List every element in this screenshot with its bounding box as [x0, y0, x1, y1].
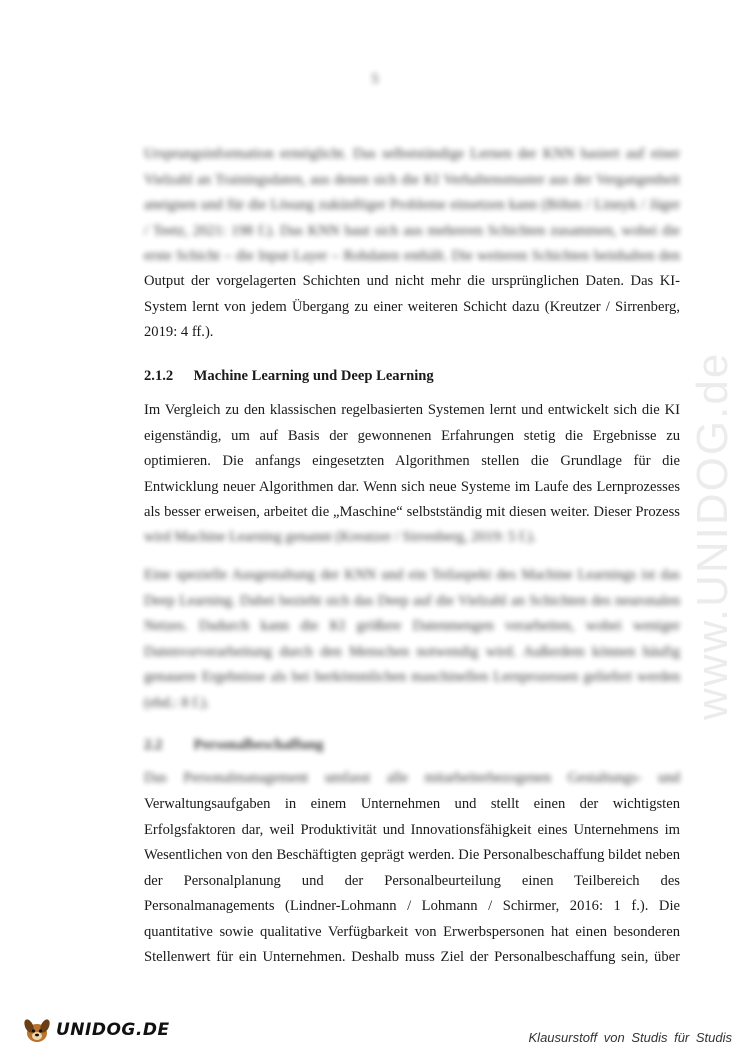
text-line: Entwicklung neuer Algorithmen dar. Wenn sich neue Systeme im Laufe des Lernprozesses	[144, 478, 680, 495]
text-line: eigenständig, um auf Basis der gewonnenen Erfahrungen stetig die Ergebnisse zu	[144, 427, 680, 444]
dog-icon	[22, 1016, 52, 1044]
text-line: Wesentlichen von den Beschäftigten geprägt werden. Die Personalbeschaffung bildet neben	[144, 847, 680, 863]
text-line: Output der vorgelagerten Schichten und nicht mehr die ursprünglichen Daten. Das KI-	[144, 273, 680, 289]
page-number: 5	[371, 72, 379, 87]
blurred-paragraph-1	[144, 142, 680, 270]
text-line: Stellenwert für ein Unternehmen. Deshalb muss Ziel der Personalbeschaffung sein, über	[144, 949, 680, 965]
text-line: (ebd.: 8 f.).	[144, 694, 210, 711]
text-line: aneignen und für die Lösung zukünftiger Probleme einsetzen kann (Böhm / Linnyk / Jäger	[144, 197, 680, 213]
visible-paragraph-4	[144, 792, 680, 971]
text-line: Netzes. Dadurch kann die KI größere Datenmengen verarbeiten, wobei weniger	[144, 618, 680, 634]
visible-paragraph-1	[144, 269, 680, 346]
blurred-paragraph-2-tail	[144, 525, 680, 551]
heading-number: 2.1.2	[144, 368, 174, 384]
text-line: Datenvorverarbeitung durch den Menschen notwendig wird. Außerdem können häufig	[144, 643, 680, 660]
text-line: erste Schicht – die Input Layer – Rohdaten enthält. Die weiteren Schichten beinhalten den	[144, 248, 680, 264]
watermark: www.UNIDOG.de	[688, 351, 737, 720]
section-heading-2-1-2	[144, 368, 434, 385]
blurred-paragraph-4-head	[144, 766, 680, 792]
text-line: quantitative sowie qualitative Verfügbarkeit von Erwerbspersonen hat einen besonderen	[144, 923, 680, 940]
text-line: Im Vergleich zu den klassischen regelbasierten Systemen lernt und entwickelt sich die KI	[144, 402, 680, 418]
text-line: wird Machine Learning genannt (Kreutzer / Sirrenberg, 2019: 5 f.).	[144, 529, 537, 545]
text-line: System lernt von jedem Übergang zu einer weiteren Schicht dazu (Kreutzer / Sirrenberg,	[144, 298, 680, 315]
text-line: Erfolgsfaktoren dar, weil Produktivität und Innovationsfähigkeit eines Unternehmens im	[144, 821, 680, 838]
text-line: optimieren. Die anfangs eingesetzten Algorithmen stellen die Grundlage für die	[144, 453, 680, 469]
footer-logo[interactable]	[22, 1016, 170, 1044]
text-line: Verwaltungsaufgaben in einem Unternehmen und stellt einen der wichtigsten	[144, 796, 680, 812]
heading-title: Personalbeschaffung	[193, 737, 324, 753]
section-heading-2-2	[144, 737, 323, 754]
text-line: Eine spezielle Ausgestaltung der KNN und ein Teilaspekt des Machine Learnings ist das	[144, 567, 680, 583]
blurred-paragraph-3	[144, 563, 680, 716]
logo-text: UNIDOG.DE	[56, 1020, 170, 1040]
text-line: genauere Ergebnisse als bei herkömmlichen maschinellen Lernprozessen geliefert werden	[144, 669, 680, 685]
text-line: als besser erweisen, arbeitet die „Maschine“ selbstständig mit diesen weiter. Dieser Prozess	[144, 504, 680, 520]
heading-number: 2.2	[144, 737, 163, 753]
text-line: / Teetz, 2021: 198 f.). Das KNN baut sich aus mehreren Schichten zusammen, wobei die	[144, 222, 680, 239]
text-line: Vielzahl an Trainingsdaten, aus denen sich die KI Verhaltensmuster aus der Vergangenheit	[144, 171, 680, 188]
text-line: Personalmanagements (Lindner-Lohmann / Lohmann / Schirmer, 2016: 1 f.). Die	[144, 898, 680, 914]
text-line: 2019: 4 ff.).	[144, 324, 214, 340]
text-line: Deep Learning. Dabei bezieht sich das Deep auf die Vielzahl an Schichten des neuronalen	[144, 592, 680, 609]
footer-tagline: Klausurstoff von Studis für Studis	[528, 1030, 732, 1045]
text-line: Ursprungsinformation ermöglicht. Das selbstständige Lernen der KNN basiert auf einer	[144, 146, 680, 162]
visible-paragraph-2	[144, 398, 680, 526]
text-line: Das Personalmanagement umfasst alle mitarbeiterbezogenen Gestaltungs- und	[144, 770, 680, 786]
text-line: der Personalplanung und der Personalbeurteilung einen Teilbereich des	[144, 872, 680, 889]
heading-title: Machine Learning und Deep Learning	[193, 368, 434, 384]
